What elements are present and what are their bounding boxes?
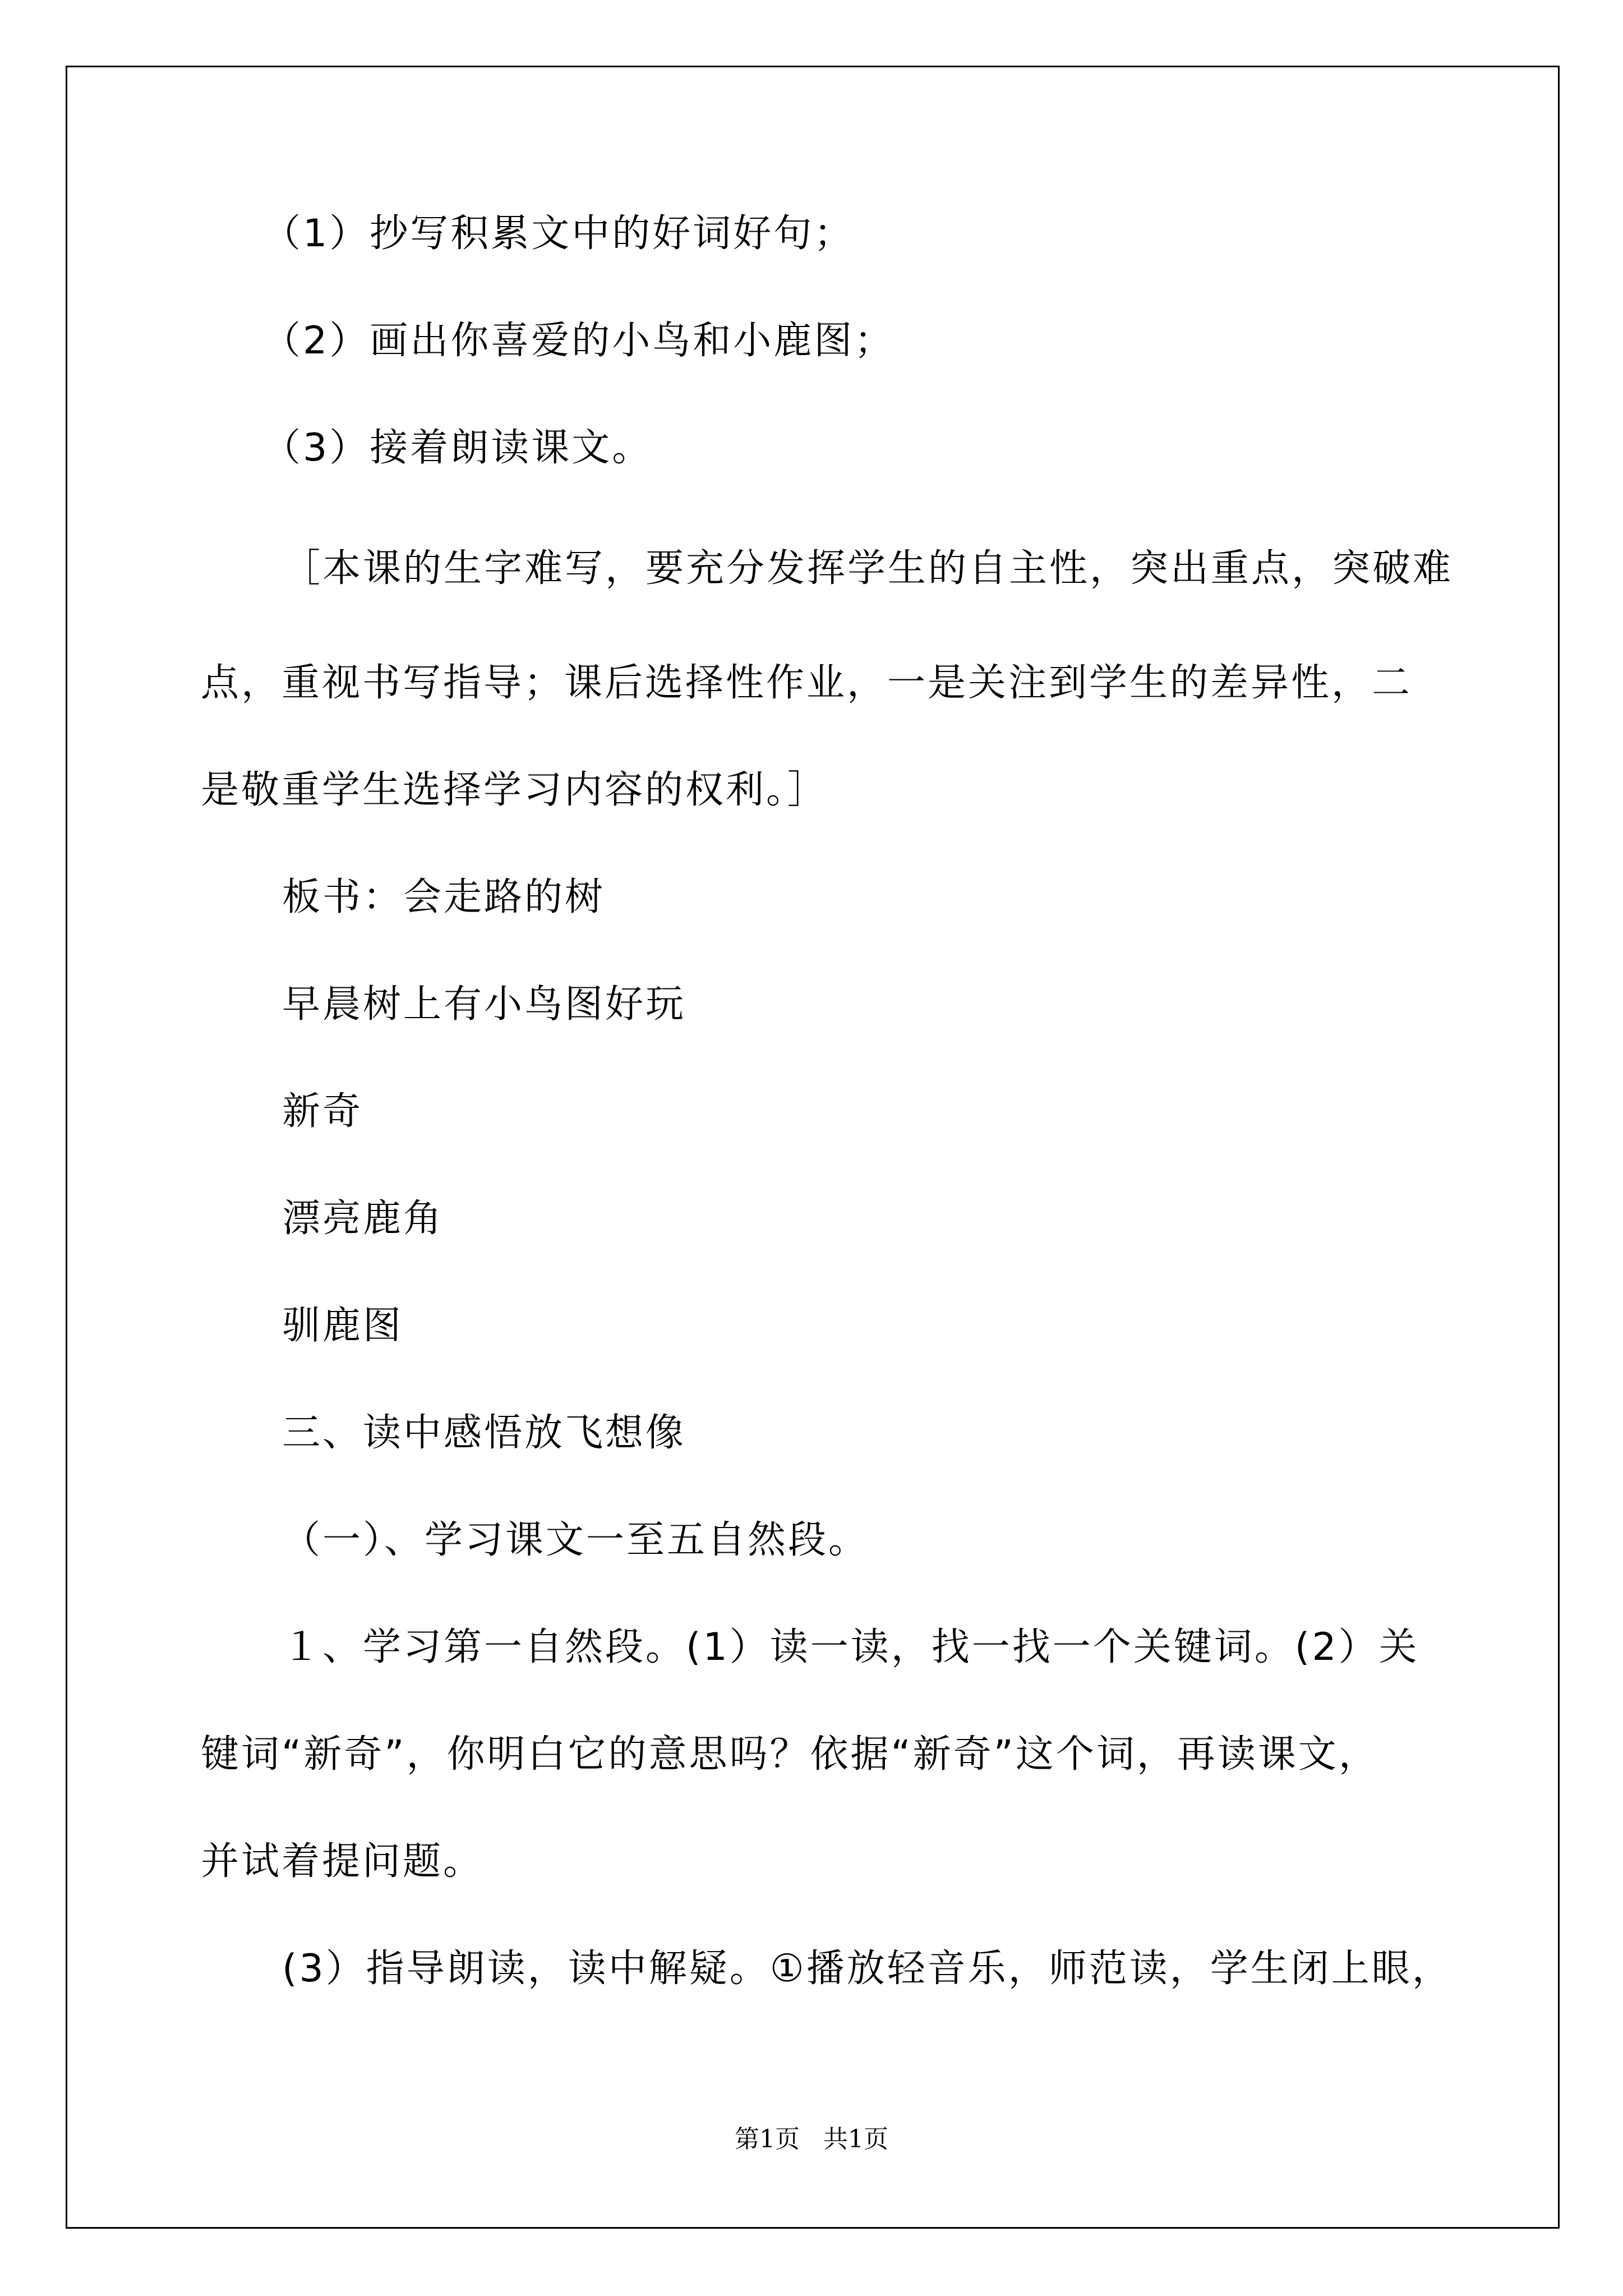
text-line: 三、读中感悟放飞想像 (282, 1411, 686, 1455)
page-border (66, 66, 1560, 2229)
text-line: （1）抄写积累文中的好词好句； (262, 211, 855, 256)
text-line: 驯鹿图 (282, 1304, 404, 1348)
text-line: 新奇 (282, 1089, 363, 1134)
text-line: 点，重视书写指导；课后选择性作业，一是关注到学生的差异性，二 (201, 661, 1413, 705)
text-line: （2）画出你喜爱的小鸟和小鹿图； (262, 319, 895, 363)
text-line: 漂亮鹿角 (282, 1197, 444, 1241)
text-line: 早晨树上有小鸟图好玩 (282, 982, 686, 1027)
text-line: (3）指导朗读，读中解疑。①播放轻音乐，师范读，学生闭上眼， (282, 1947, 1453, 1991)
page-footer: 第1页 共1页 (735, 2125, 888, 2154)
text-line: １、学习第一自然段。(1）读一读，找一找一个关键词。(2）关 (282, 1625, 1419, 1669)
text-line: （一）、学习课文一至五自然段。 (282, 1518, 869, 1562)
text-line: ［本课的生字难写，要充分发挥学生的自主性，突出重点，突破难 (282, 546, 1454, 591)
text-line: 键词“新奇”，你明白它的意思吗？依据“新奇”这个词，再读课文， (201, 1732, 1379, 1777)
text-line: 并试着提问题。 (201, 1839, 484, 1884)
text-line: 板书：会走路的树 (282, 875, 606, 919)
text-line: 是敬重学生选择学习内容的权利。］ (201, 768, 828, 812)
text-line: （3）接着朗读课文。 (262, 426, 653, 470)
